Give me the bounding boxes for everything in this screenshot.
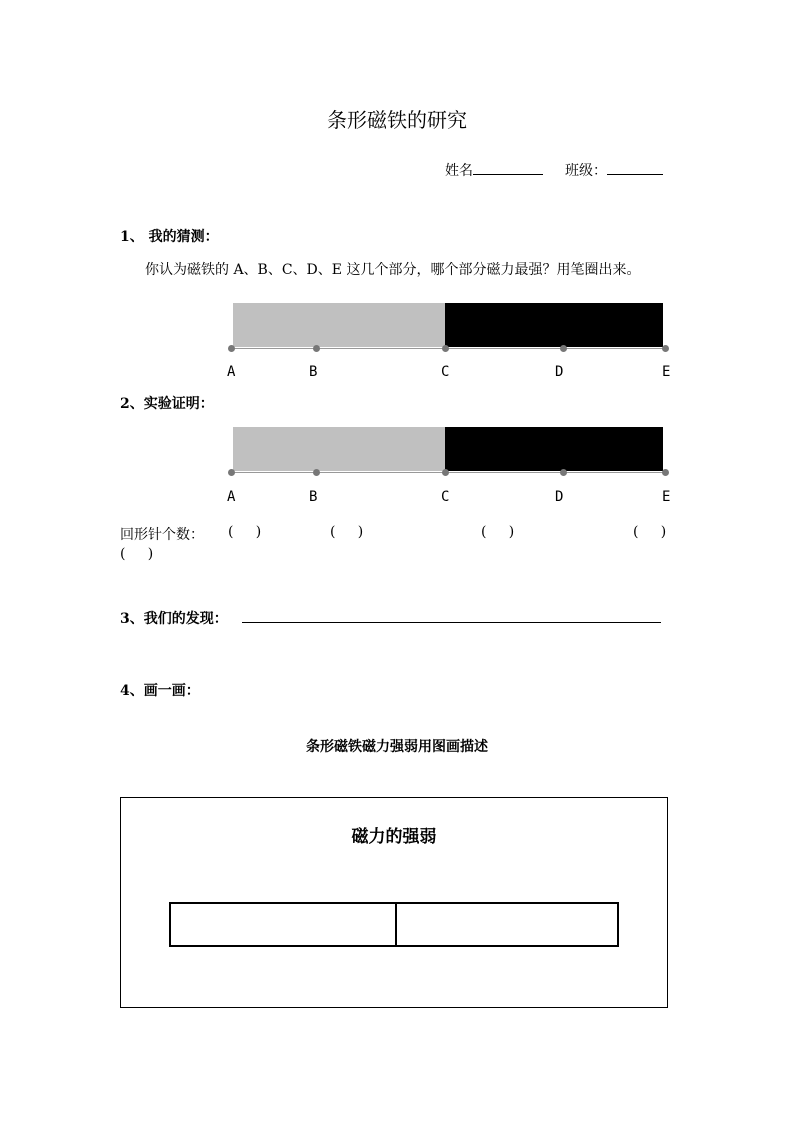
point-c-label: C: [441, 489, 450, 505]
clip-count-d[interactable]: ( ): [633, 524, 667, 540]
point-e-label: E: [662, 489, 671, 505]
magnet-left-half: [233, 303, 445, 347]
section4-heading: 4、画一画：: [120, 683, 200, 699]
clip-count-a[interactable]: ( ): [228, 524, 262, 540]
strength-bar-divider: [395, 902, 397, 947]
clip-count-e[interactable]: ( ): [120, 546, 154, 562]
name-blank[interactable]: [473, 160, 543, 175]
point-b-label: B: [309, 489, 318, 505]
name-field: [445, 160, 543, 180]
section2-heading: 2、实验证明：: [120, 396, 214, 412]
point-e-dot[interactable]: [662, 469, 669, 476]
clip-count-c[interactable]: ( ): [481, 524, 515, 540]
class-blank[interactable]: [607, 160, 663, 175]
point-c-label: C: [441, 364, 450, 380]
class-field: [565, 160, 663, 180]
point-b-dot[interactable]: [313, 345, 320, 352]
section3-heading: 3、我们的发现：: [120, 611, 228, 627]
clip-count-label: 回形针个数：: [120, 527, 204, 543]
magnet-right-half: [445, 427, 663, 471]
point-c-dot[interactable]: [442, 469, 449, 476]
name-label: 姓名: [445, 163, 473, 179]
point-b-label: B: [309, 364, 318, 380]
page-title: 条形磁铁的研究: [327, 108, 467, 132]
point-d-label: D: [555, 364, 564, 380]
point-a-dot[interactable]: [228, 469, 235, 476]
point-d-label: D: [555, 489, 564, 505]
point-e-dot[interactable]: [662, 345, 669, 352]
point-d-dot[interactable]: [560, 345, 567, 352]
magnet-left-half: [233, 427, 445, 471]
drawing-box-title: 磁力的强弱: [351, 827, 437, 847]
point-a-label: A: [227, 489, 236, 505]
point-a-dot[interactable]: [228, 345, 235, 352]
point-b-dot[interactable]: [313, 469, 320, 476]
drawing-subtitle: 条形磁铁磁力强弱用图画描述: [306, 739, 488, 755]
point-a-label: A: [227, 364, 236, 380]
point-d-dot[interactable]: [560, 469, 567, 476]
findings-blank-line[interactable]: [242, 622, 661, 623]
strength-bar[interactable]: [169, 902, 619, 947]
point-c-dot[interactable]: [442, 345, 449, 352]
clip-count-b[interactable]: ( ): [330, 524, 364, 540]
magnet-right-half: [445, 303, 663, 347]
section1-heading: 1、 我的猜测：: [120, 229, 219, 245]
class-label: 班级：: [565, 163, 607, 179]
section1-question: 你认为磁铁的 A、B、C、D、E 这几个部分，哪个部分磁力最强？用笔圈出来。: [145, 262, 641, 278]
point-e-label: E: [662, 364, 671, 380]
